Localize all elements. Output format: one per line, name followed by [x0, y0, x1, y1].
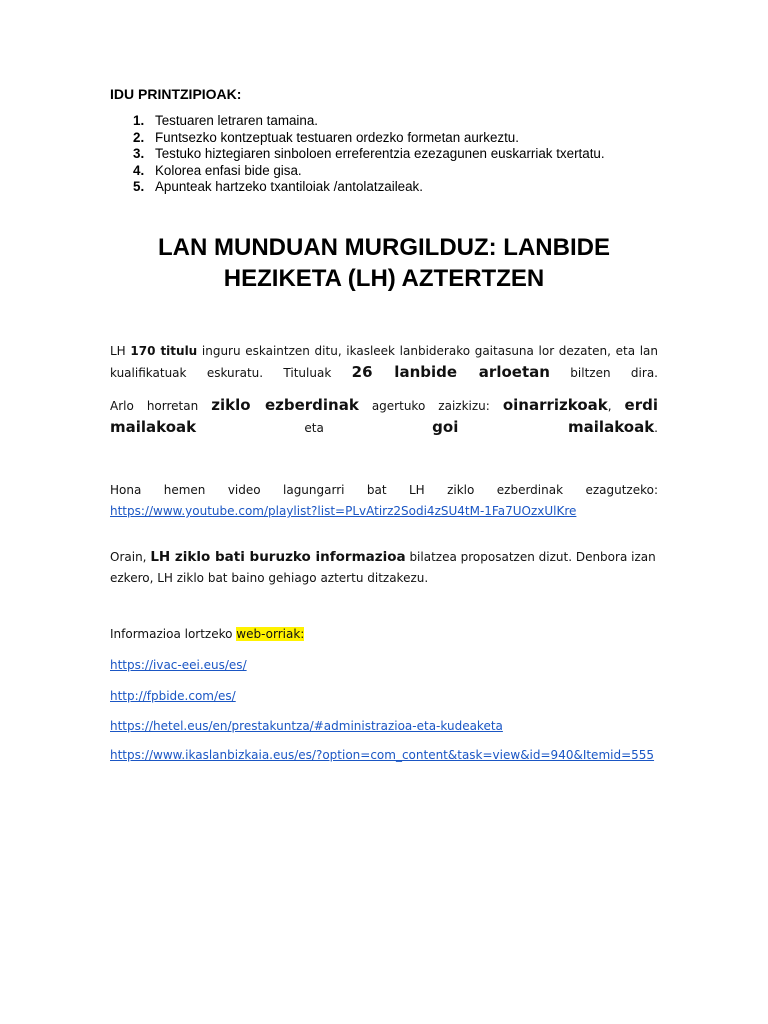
- emphasis-text: ziklo ezberdinak: [211, 396, 359, 414]
- principles-list: [110, 113, 710, 196]
- paragraph-titles: [110, 341, 658, 384]
- emphasis-text: erdi mailakoak: [110, 396, 658, 436]
- list-number: 4.: [133, 162, 145, 178]
- list-number: 3.: [133, 146, 145, 162]
- ivac-link[interactable]: https://ivac-eei.eus/es/: [110, 658, 247, 672]
- ikaslanbizkaia-link[interactable]: https://www.ikaslanbizkaia.eus/es/?option=com_content&task=view&id=940&Itemid=555: [110, 748, 655, 762]
- text-run: inguru eskaintzen ditu, ikasleek lanbiderako gaitasuna lor dezaten, eta lan kualifikatuak eskuratu. Tituluak: [110, 344, 659, 380]
- paragraph-cycles: [110, 395, 658, 439]
- text-run: Arlo horretan: [110, 399, 212, 413]
- list-number: 5.: [133, 179, 145, 195]
- text-run: Hona hemen video lagungarri bat LH ziklo ezberdinak ezagutzeko:: [110, 483, 658, 497]
- emphasis-text: goi mailakoak: [432, 418, 655, 436]
- list-item: [110, 146, 710, 163]
- list-item: [110, 113, 710, 130]
- page-title: LAN MUNDUAN MURGILDUZ: LANBIDE HEZIKETA (LH) AZTERTZEN: [158, 234, 610, 292]
- principles-heading: IDU PRINTZIPIOAK:: [110, 86, 242, 102]
- paragraph-video: [110, 480, 658, 522]
- list-text: Kolorea enfasi bide gisa.: [155, 162, 302, 178]
- list-item: [110, 179, 710, 196]
- list-text: Funtsezko kontzeptuak testuaren ordezko formetan aurkeztu.: [155, 129, 519, 145]
- text-run: eta: [196, 421, 433, 435]
- youtube-playlist-link[interactable]: https://www.youtube.com/playlist?list=PLvAtirz2Sodi4zSU4tM-1Fa7UOzxUlKre: [110, 504, 577, 518]
- emphasis-text: 26 lanbide arloetan: [351, 363, 550, 381]
- text-run: biltzen dira.: [549, 366, 658, 380]
- text-run: ,: [607, 399, 625, 413]
- emphasis-text: oinarrizkoak: [502, 396, 608, 414]
- list-number: 1.: [133, 113, 145, 128]
- text-run: bilatzea proposatzen dizut. Denbora izan ezkero, LH ziklo bat baino gehiago aztertu ditzakezu.: [110, 550, 656, 585]
- list-item: [110, 130, 710, 147]
- hetel-link[interactable]: https://hetel.eus/en/prestakuntza/#administrazioa-eta-kudeaketa: [110, 719, 503, 733]
- paragraph-websites: [110, 624, 658, 645]
- list-text: Testuko hiztegiaren sinboloen erreferentzia ezezagunen euskarriak txertatu.: [155, 146, 605, 162]
- emphasis-text: LH ziklo bati buruzko informazioa: [150, 549, 406, 565]
- emphasis-text: 170 titulu: [130, 344, 198, 358]
- fpbide-link[interactable]: http://fpbide.com/es/: [110, 689, 236, 703]
- text-run: Informazioa lortzeko: [110, 627, 237, 641]
- list-item: [110, 163, 710, 180]
- text-run: .: [654, 421, 658, 435]
- list-number: 2.: [133, 129, 145, 145]
- text-run: agertuko zaizkizu:: [358, 399, 503, 413]
- list-text: Testuaren letraren tamaina.: [155, 113, 319, 128]
- text-run: Orain,: [110, 550, 151, 564]
- text-run: LH: [110, 344, 131, 358]
- paragraph-task: [110, 547, 658, 589]
- list-text: Apunteak hartzeko txantiloiak /antolatzaileak.: [155, 179, 423, 195]
- highlighted-text: web-orriak:: [236, 627, 305, 641]
